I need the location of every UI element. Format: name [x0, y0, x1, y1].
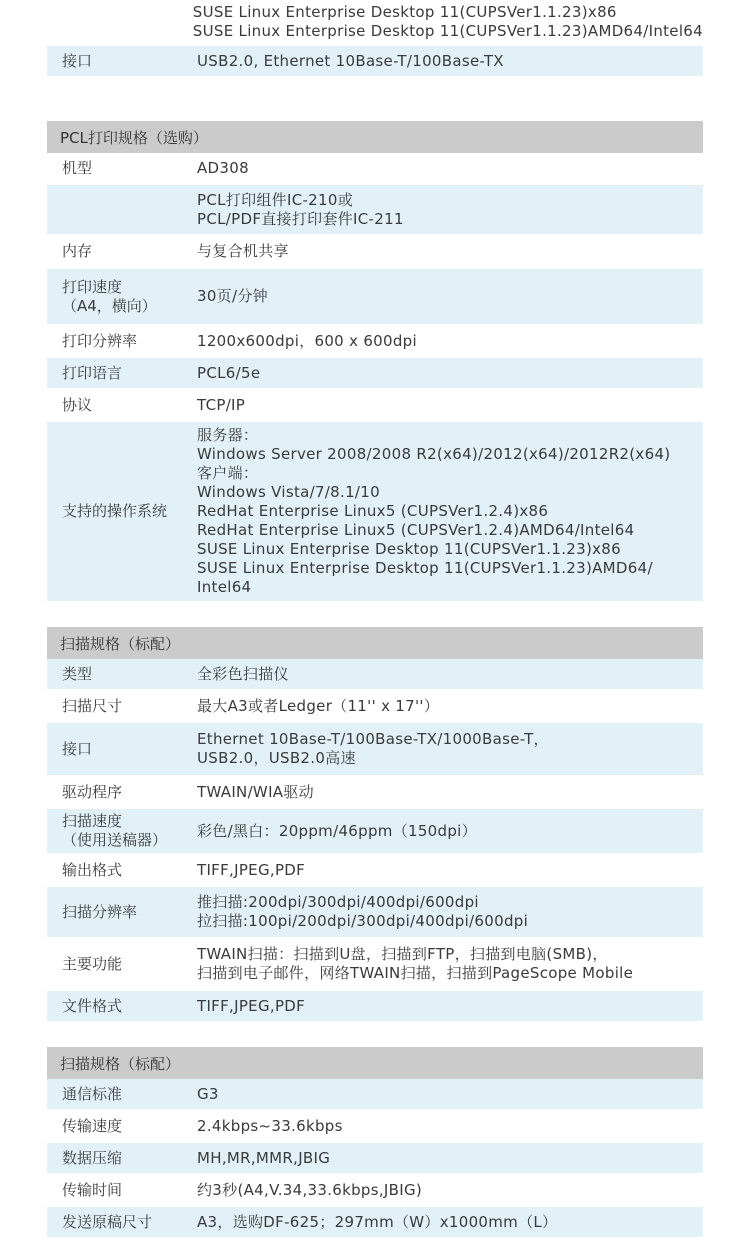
memory-label: 内存: [62, 242, 93, 260]
file-format-value: TIFF,JPEG,PDF: [197, 996, 306, 1015]
transmission-speed-value: 2.4kbps~33.6kbps: [197, 1116, 343, 1135]
kit-value: PCL打印组件IC-210或 PCL/PDF直接打印套件IC-211: [197, 190, 404, 228]
file-format-row: [47, 991, 703, 1023]
memory-row: [47, 236, 703, 269]
transmission-time-row: [47, 1175, 703, 1207]
original-size-label: 发送原稿尺寸: [62, 1212, 153, 1231]
comm-standard-row: [47, 1079, 703, 1111]
scan-section-title: 扫描规格（标配）: [47, 627, 703, 659]
print-speed-label: 打印速度 （A4，横向）: [62, 277, 157, 315]
transmission-speed-label: 传输速度: [62, 1116, 123, 1135]
kit-row: [47, 185, 703, 236]
compression-label: 数据压缩: [62, 1148, 123, 1167]
compression-row: [47, 1143, 703, 1175]
previous-spec-table: [47, 0, 703, 78]
print-speed-row: [47, 269, 703, 326]
comm-standard-value: G3: [197, 1084, 219, 1103]
scan-resolution-row: [47, 887, 703, 939]
scan-size-label: 扫描尺寸: [62, 696, 123, 715]
driver-label: 驱动程序: [62, 782, 123, 801]
compression-value: MH,MR,MMR,JBIG: [197, 1148, 331, 1167]
os-continued-value: SUSE Linux Enterprise Desktop 11(CUPSVer1.1.23)x86 SUSE Linux Enterprise Desktop 11(CUPSVer1.1.23)AMD64/Intel64: [192, 3, 703, 40]
interface-label: 接口: [62, 51, 93, 70]
print-language-value: PCL6/5e: [197, 363, 261, 382]
model-value: AD308: [197, 158, 249, 177]
pcl-spec-table: [47, 121, 703, 603]
print-language-row: [47, 358, 703, 390]
transmission-speed-row: [47, 1111, 703, 1143]
transmission-time-value: 约3秒(A4,V.34,33.6kbps,JBIG): [197, 1180, 423, 1199]
scan-interface-label: 接口: [62, 739, 93, 758]
print-speed-value: 30页/分钟: [197, 287, 268, 305]
fax-spec-table: [47, 1047, 703, 1239]
main-function-row: [47, 939, 703, 991]
transmission-time-label: 传输时间: [62, 1180, 123, 1199]
scan-interface-value: Ethernet 10Base-T/100Base-TX/1000Base-T， USB2.0，USB2.0高速: [197, 730, 549, 767]
fax-section-title: 扫描规格（标配）: [47, 1047, 703, 1079]
protocol-row: [47, 390, 703, 422]
comm-standard-label: 通信标准: [62, 1084, 123, 1103]
print-resolution-value: 1200x600dpi，600 x 600dpi: [197, 331, 417, 350]
scan-speed-value: 彩色/黑白：20ppm/46ppm（150dpi）: [197, 821, 477, 840]
driver-value: TWAIN/WIA驱动: [197, 782, 314, 801]
os-continued-row: [47, 0, 703, 46]
model-label: 机型: [62, 158, 93, 177]
original-size-row: [47, 1207, 703, 1239]
scan-type-row: [47, 659, 703, 691]
scan-spec-table: [47, 627, 703, 1023]
main-function-value: TWAIN扫描：扫描到U盘，扫描到FTP，扫描到电脑(SMB)， 扫描到电子邮件，网络TWAIN扫描，扫描到PageScope Mobile: [197, 945, 634, 982]
print-resolution-label: 打印分辨率: [62, 331, 138, 350]
scan-speed-label: 扫描速度 （使用送稿器）: [62, 812, 168, 849]
output-format-label: 输出格式: [62, 860, 123, 879]
driver-row: [47, 777, 703, 809]
memory-value: 与复合机共享: [197, 242, 289, 260]
pcl-section-title: PCL打印规格（选购）: [47, 121, 703, 153]
scan-speed-row: [47, 809, 703, 855]
scan-size-value: 最大A3或者Ledger（11'' x 17''）: [197, 696, 440, 715]
print-resolution-row: [47, 326, 703, 358]
output-format-value: TIFF,JPEG,PDF: [197, 860, 306, 879]
output-format-row: [47, 855, 703, 887]
model-row: [47, 153, 703, 185]
original-size-value: A3，选购DF-625；297mm（W）x1000mm（L）: [197, 1212, 558, 1231]
supported-os-value: 服务器： Windows Server 2008/2008 R2(x64)/2012(x64)/2012R2(x64) 客户端： Windows Vista/7/8.1/10 RedHat Enterprise Linux5 (CUPSVer1.2.4)x86 RedHat Enterprise Linux5 (CUPSVer1.2.4)AMD64/Intel64 SUSE Linux Enterprise Desktop 11(CUPSVer1.1.23)x86 SUSE Linux Enterprise Desktop 11(CUPSVer1.1.23)AMD64/ Intel64: [197, 426, 671, 596]
main-function-label: 主要功能: [62, 954, 123, 973]
scan-type-label: 类型: [62, 664, 93, 683]
scan-type-value: 全彩色扫描仪: [197, 664, 289, 683]
interface-row: [47, 46, 703, 78]
scan-resolution-value: 推扫描:200dpi/300dpi/400dpi/600dpi 拉扫描:100pi/200dpi/300dpi/400dpi/600dpi: [197, 893, 529, 930]
interface-value: USB2.0, Ethernet 10Base-T/100Base-TX: [197, 51, 504, 70]
scan-size-row: [47, 691, 703, 723]
protocol-value: TCP/IP: [197, 395, 246, 414]
supported-os-label: 支持的操作系统: [62, 502, 168, 520]
protocol-label: 协议: [62, 395, 93, 414]
file-format-label: 文件格式: [62, 996, 123, 1015]
scan-interface-row: [47, 723, 703, 777]
print-language-label: 打印语言: [62, 363, 123, 382]
scan-resolution-label: 扫描分辨率: [62, 902, 138, 921]
supported-os-row: [47, 422, 703, 603]
